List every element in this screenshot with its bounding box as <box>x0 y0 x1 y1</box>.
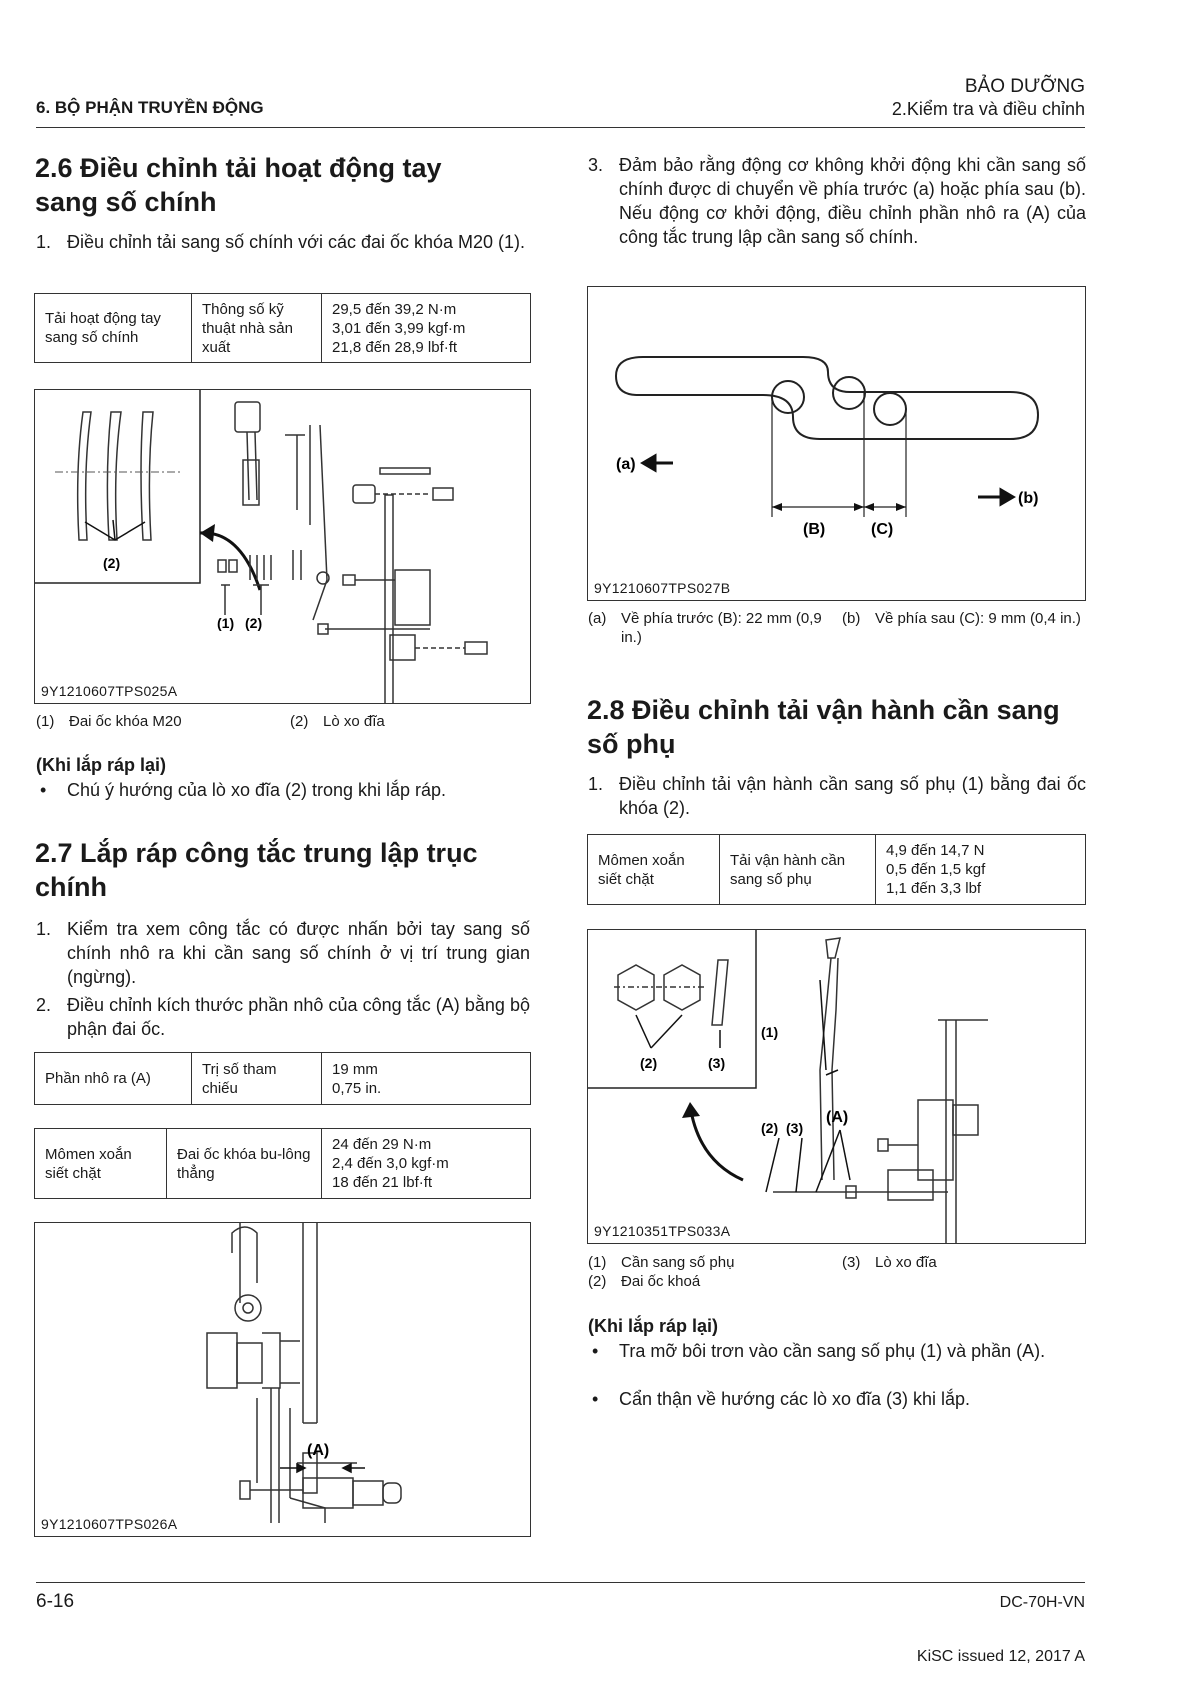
s27-step3: 3. Đảm bảo rằng động cơ không khởi động khi cần sang số chính được di chuyển về phía trước (a) hoặc phía sau (b). Nếu động cơ khởi động, điều chỉnh phần nhô ra (A) của công tắc trung lập cần sang số chính. <box>588 155 1086 247</box>
s26-caption-2: (2) Lò xo đĩa <box>290 713 385 730</box>
spec-values <box>322 294 531 363</box>
label-1: (1) <box>761 1024 779 1040</box>
spec-condition: Đai ốc khóa bu-lông thẳng <box>167 1129 322 1199</box>
s28-bullet-2: • Cẩn thận về hướng các lò xo đĩa (3) khi lắp. <box>592 1389 971 1409</box>
header-section: 6. BỘ PHẬN TRUYỀN ĐỘNG <box>36 98 264 117</box>
s26-step1 <box>36 230 530 254</box>
s28-step1: 1. Điều chỉnh tải vận hành cần sang số phụ (1) bằng đai ốc khóa (2). <box>588 774 1086 818</box>
figure-025a <box>34 389 531 704</box>
s27-step2: 2. Điều chỉnh kích thước phần nhô của công tắc (A) bằng bộ phận đai ốc. <box>36 995 530 1039</box>
s26-bullet-1: • Chú ý hướng của lò xo đĩa (2) trong khi lắp ráp. <box>40 780 447 800</box>
issued-note: KiSC issued 12, 2017 A <box>916 1648 1085 1665</box>
spec-value: 2,4 đến 3,0 kgf·m <box>332 1155 449 1172</box>
spec-value: 29,5 đến 39,2 N·m <box>332 300 457 318</box>
label-2-top: (2) <box>103 555 121 571</box>
header-rule <box>36 127 1085 128</box>
figure-033a <box>587 929 1086 1244</box>
page-number: 6-16 <box>36 1591 75 1612</box>
spec-condition: Trị số tham chiếu <box>192 1053 322 1105</box>
label-2: (2) <box>245 615 263 631</box>
label-B: (B) <box>803 521 826 538</box>
label-3-top: (3) <box>708 1055 726 1071</box>
section-2-6-title: 2.6 Điều chỉnh tải hoạt động tay sang số chính <box>35 153 442 217</box>
doc-code: DC-70H-VN <box>999 1594 1085 1611</box>
s27-step1: 1. Kiểm tra xem công tắc có được nhấn bởi tay sang số chính nhô ra khi cần sang số chính ở vị trí trung gian (ngừng). <box>36 919 530 987</box>
spec-value: 19 mm <box>332 1060 378 1078</box>
s27-spec-table-2 <box>34 1128 531 1199</box>
figure-025a-drawing <box>35 390 530 703</box>
spec-value: 4,9 đến 14,7 N <box>886 842 985 859</box>
label-A: (A) <box>826 1109 849 1126</box>
label-1: (1) <box>217 615 235 631</box>
spec-value: 18 đến 21 lbf·ft <box>332 1174 433 1191</box>
s27-spec-table-1 <box>34 1052 531 1105</box>
s26-reassembly-title: (Khi lắp ráp lại) <box>36 755 167 775</box>
label-2: (2) <box>761 1120 779 1136</box>
label-A: (A) <box>307 1442 330 1459</box>
figure-027b <box>587 286 1086 601</box>
spec-condition: Thông số kỹ thuật nhà sản xuất <box>192 294 322 363</box>
spec-label: Mômen xoắn siết chặt <box>588 835 720 905</box>
header-chapter: BẢO DƯỠNG <box>964 76 1085 97</box>
spec-label: Tải hoạt động tay sang số chính <box>35 294 192 363</box>
spec-value: 1,1 đến 3,3 lbf <box>886 880 982 897</box>
s26-caption-1: (1) Đai ốc khóa M20 <box>36 713 182 730</box>
s28-reassembly-title: (Khi lắp ráp lại) <box>588 1316 719 1336</box>
s28-bullet-1: • Tra mỡ bôi trơn vào cần sang số phụ (1) và phần (A). <box>592 1341 1046 1361</box>
label-2-top: (2) <box>640 1055 658 1071</box>
s28-spec-table <box>587 834 1086 905</box>
spec-value: 24 đến 29 N·m <box>332 1136 432 1153</box>
s26-spec-table <box>34 293 531 363</box>
figure-033a-drawing <box>588 930 1085 1243</box>
label-b: (b) <box>1018 490 1039 507</box>
step-text: Điều chỉnh tải sang số chính với các đai ốc khóa M20 (1). <box>67 232 526 252</box>
figure-code: 9Y1210351TPS033A <box>594 1223 731 1239</box>
spec-label: Phần nhô ra (A) <box>35 1053 192 1105</box>
spec-value: 3,01 đến 3,99 kgf·m <box>332 319 466 337</box>
spec-condition: Tải vận hành cần sang số phụ <box>720 835 876 905</box>
spec-values <box>322 1129 531 1199</box>
s28-caption-3: (3) Lò xo đĩa <box>842 1254 937 1271</box>
figure-026a <box>34 1222 531 1537</box>
figure-026a-drawing <box>35 1223 530 1536</box>
step-number: 1. <box>36 232 52 252</box>
s28-caption-1: (1) Cần sang số phụ <box>588 1254 735 1271</box>
spec-value: 21,8 đến 28,9 lbf·ft <box>332 338 458 356</box>
spec-values <box>322 1053 531 1105</box>
figure-027b-drawing <box>588 287 1085 600</box>
spec-value: 0,75 in. <box>332 1079 382 1097</box>
header-subchapter: 2.Kiểm tra và điều chỉnh <box>891 99 1085 119</box>
s28-caption-2: (2) Đai ốc khoá <box>588 1273 701 1290</box>
section-2-8-title: 2.8 Điều chỉnh tải vận hành cần sang số phụ <box>587 695 1060 759</box>
s27-caption-b: (b) Về phía sau (C): 9 mm (0,4 in.) <box>842 610 1081 627</box>
footer-rule <box>36 1582 1085 1583</box>
spec-value: 0,5 đến 1,5 kgf <box>886 861 986 878</box>
label-3: (3) <box>786 1120 804 1136</box>
section-2-7-title: 2.7 Lắp ráp công tắc trung lập trục chính <box>35 838 478 902</box>
figure-code: 9Y1210607TPS025A <box>41 683 178 699</box>
figure-code: 9Y1210607TPS027B <box>594 580 731 596</box>
label-C: (C) <box>871 521 894 538</box>
spec-label: Mômen xoắn siết chặt <box>35 1129 167 1199</box>
label-a: (a) <box>616 456 636 473</box>
spec-values <box>876 835 1086 905</box>
figure-code: 9Y1210607TPS026A <box>41 1516 178 1532</box>
s27-caption-a: (a) Về phía trước (B): 22 mm (0,9 in.) <box>588 610 822 646</box>
